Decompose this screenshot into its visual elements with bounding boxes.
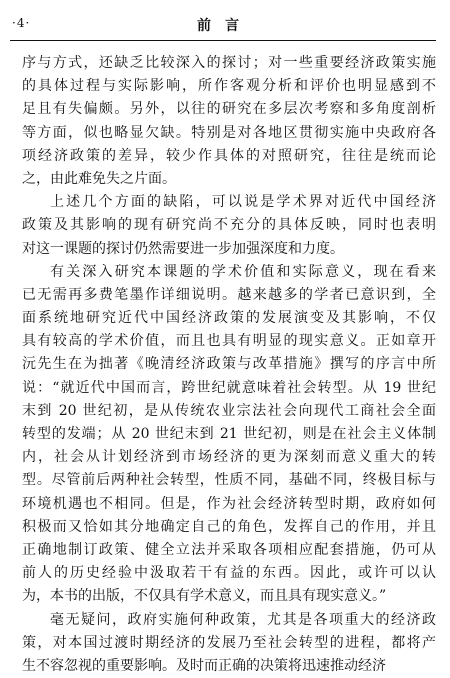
text-line: 前人的历史经验中汲取若干有益的东西。因此，或许可以认 — [22, 562, 436, 585]
text-line: 足且有失偏颇。另外，以往的研究在多层次考察和多角度剖析 — [22, 98, 436, 121]
text-line: 上述几个方面的缺陷，可以说是学术界对近代中国经济 — [22, 191, 436, 214]
text-line: 毫无疑问，政府实施何种政策，尤其是各项重大的经济政 — [22, 609, 436, 632]
text-line: 序与方式，还缺乏比较深入的探讨；对一些重要经济政策实施 — [22, 52, 436, 75]
page-number: ·4· — [12, 16, 30, 30]
text-line: 型。尽管前后两种社会转型，性质不同，基础不同，终极目标与 — [22, 469, 436, 492]
text-line: 政策及其影响的现有研究尚不充分的具体反映，同时也表明 — [22, 214, 436, 237]
text-line: 沅先生在为拙著《晚清经济政策与改革措施》撰写的序言中所 — [22, 353, 436, 376]
text-line: 环境机遇也不相同。但是，作为社会经济转型时期，政府如何 — [22, 493, 436, 516]
text-line: 的具体过程与实际影响，所作客观分析和评价也明显感到不 — [22, 75, 436, 98]
text-line: 具有较高的学术价值，而且也具有明显的现实意义。正如章开 — [22, 330, 436, 353]
text-line: 已无需再多费笔墨作详细说明。越来越多的学者已意识到，全 — [22, 284, 436, 307]
text-line: 正确地制订政策、健全立法并采取各项相应配套措施，仍可从 — [22, 539, 436, 562]
text-line: 项经济政策的差异，较少作具体的对照研究，往往是统而论 — [22, 145, 436, 168]
text-line: 转型的发端；从 20 世纪末到 21 世纪初，则是在社会主义体制 — [22, 423, 436, 446]
paragraph — [22, 52, 436, 191]
body-text — [22, 52, 436, 678]
text-line: 说：“就近代中国而言，跨世纪就意味着社会转型。从 19 世纪 — [22, 377, 436, 400]
text-line: 为，本书的出版，不仅具有学术意义，而且具有现实意义。” — [22, 585, 436, 608]
paragraph — [22, 609, 436, 678]
header-rule — [10, 40, 436, 41]
text-line: 策，对本国过渡时期经济的发展乃至社会转型的进程，都将产 — [22, 632, 436, 655]
page-header — [10, 14, 440, 36]
text-line: 面系统地研究近代中国经济政策的发展演变及其影响，不仅 — [22, 307, 436, 330]
running-head-title: 前言 — [10, 15, 440, 35]
text-line: 生不容忽视的重要影响。及时而正确的决策将迅速推动经济 — [22, 655, 436, 678]
text-line: 等方面，似也略显欠缺。特别是对各地区贯彻实施中央政府各 — [22, 122, 436, 145]
paragraph — [22, 261, 436, 609]
text-line: 末到 20 世纪初，是从传统农业宗法社会向现代工商社会全面 — [22, 400, 436, 423]
text-line: 有关深入研究本课题的学术价值和实际意义，现在看来 — [22, 261, 436, 284]
text-line: 积极而又恰如其分地确定自己的角色，发挥自己的作用，并且 — [22, 516, 436, 539]
text-line: 之，由此难免失之片面。 — [22, 168, 436, 191]
text-line: 对这一课题的探讨仍然需要进一步加强深度和力度。 — [22, 238, 436, 261]
text-line: 内，社会从计划经济到市场经济的更为深刻而意义重大的转 — [22, 446, 436, 469]
paragraph — [22, 191, 436, 261]
